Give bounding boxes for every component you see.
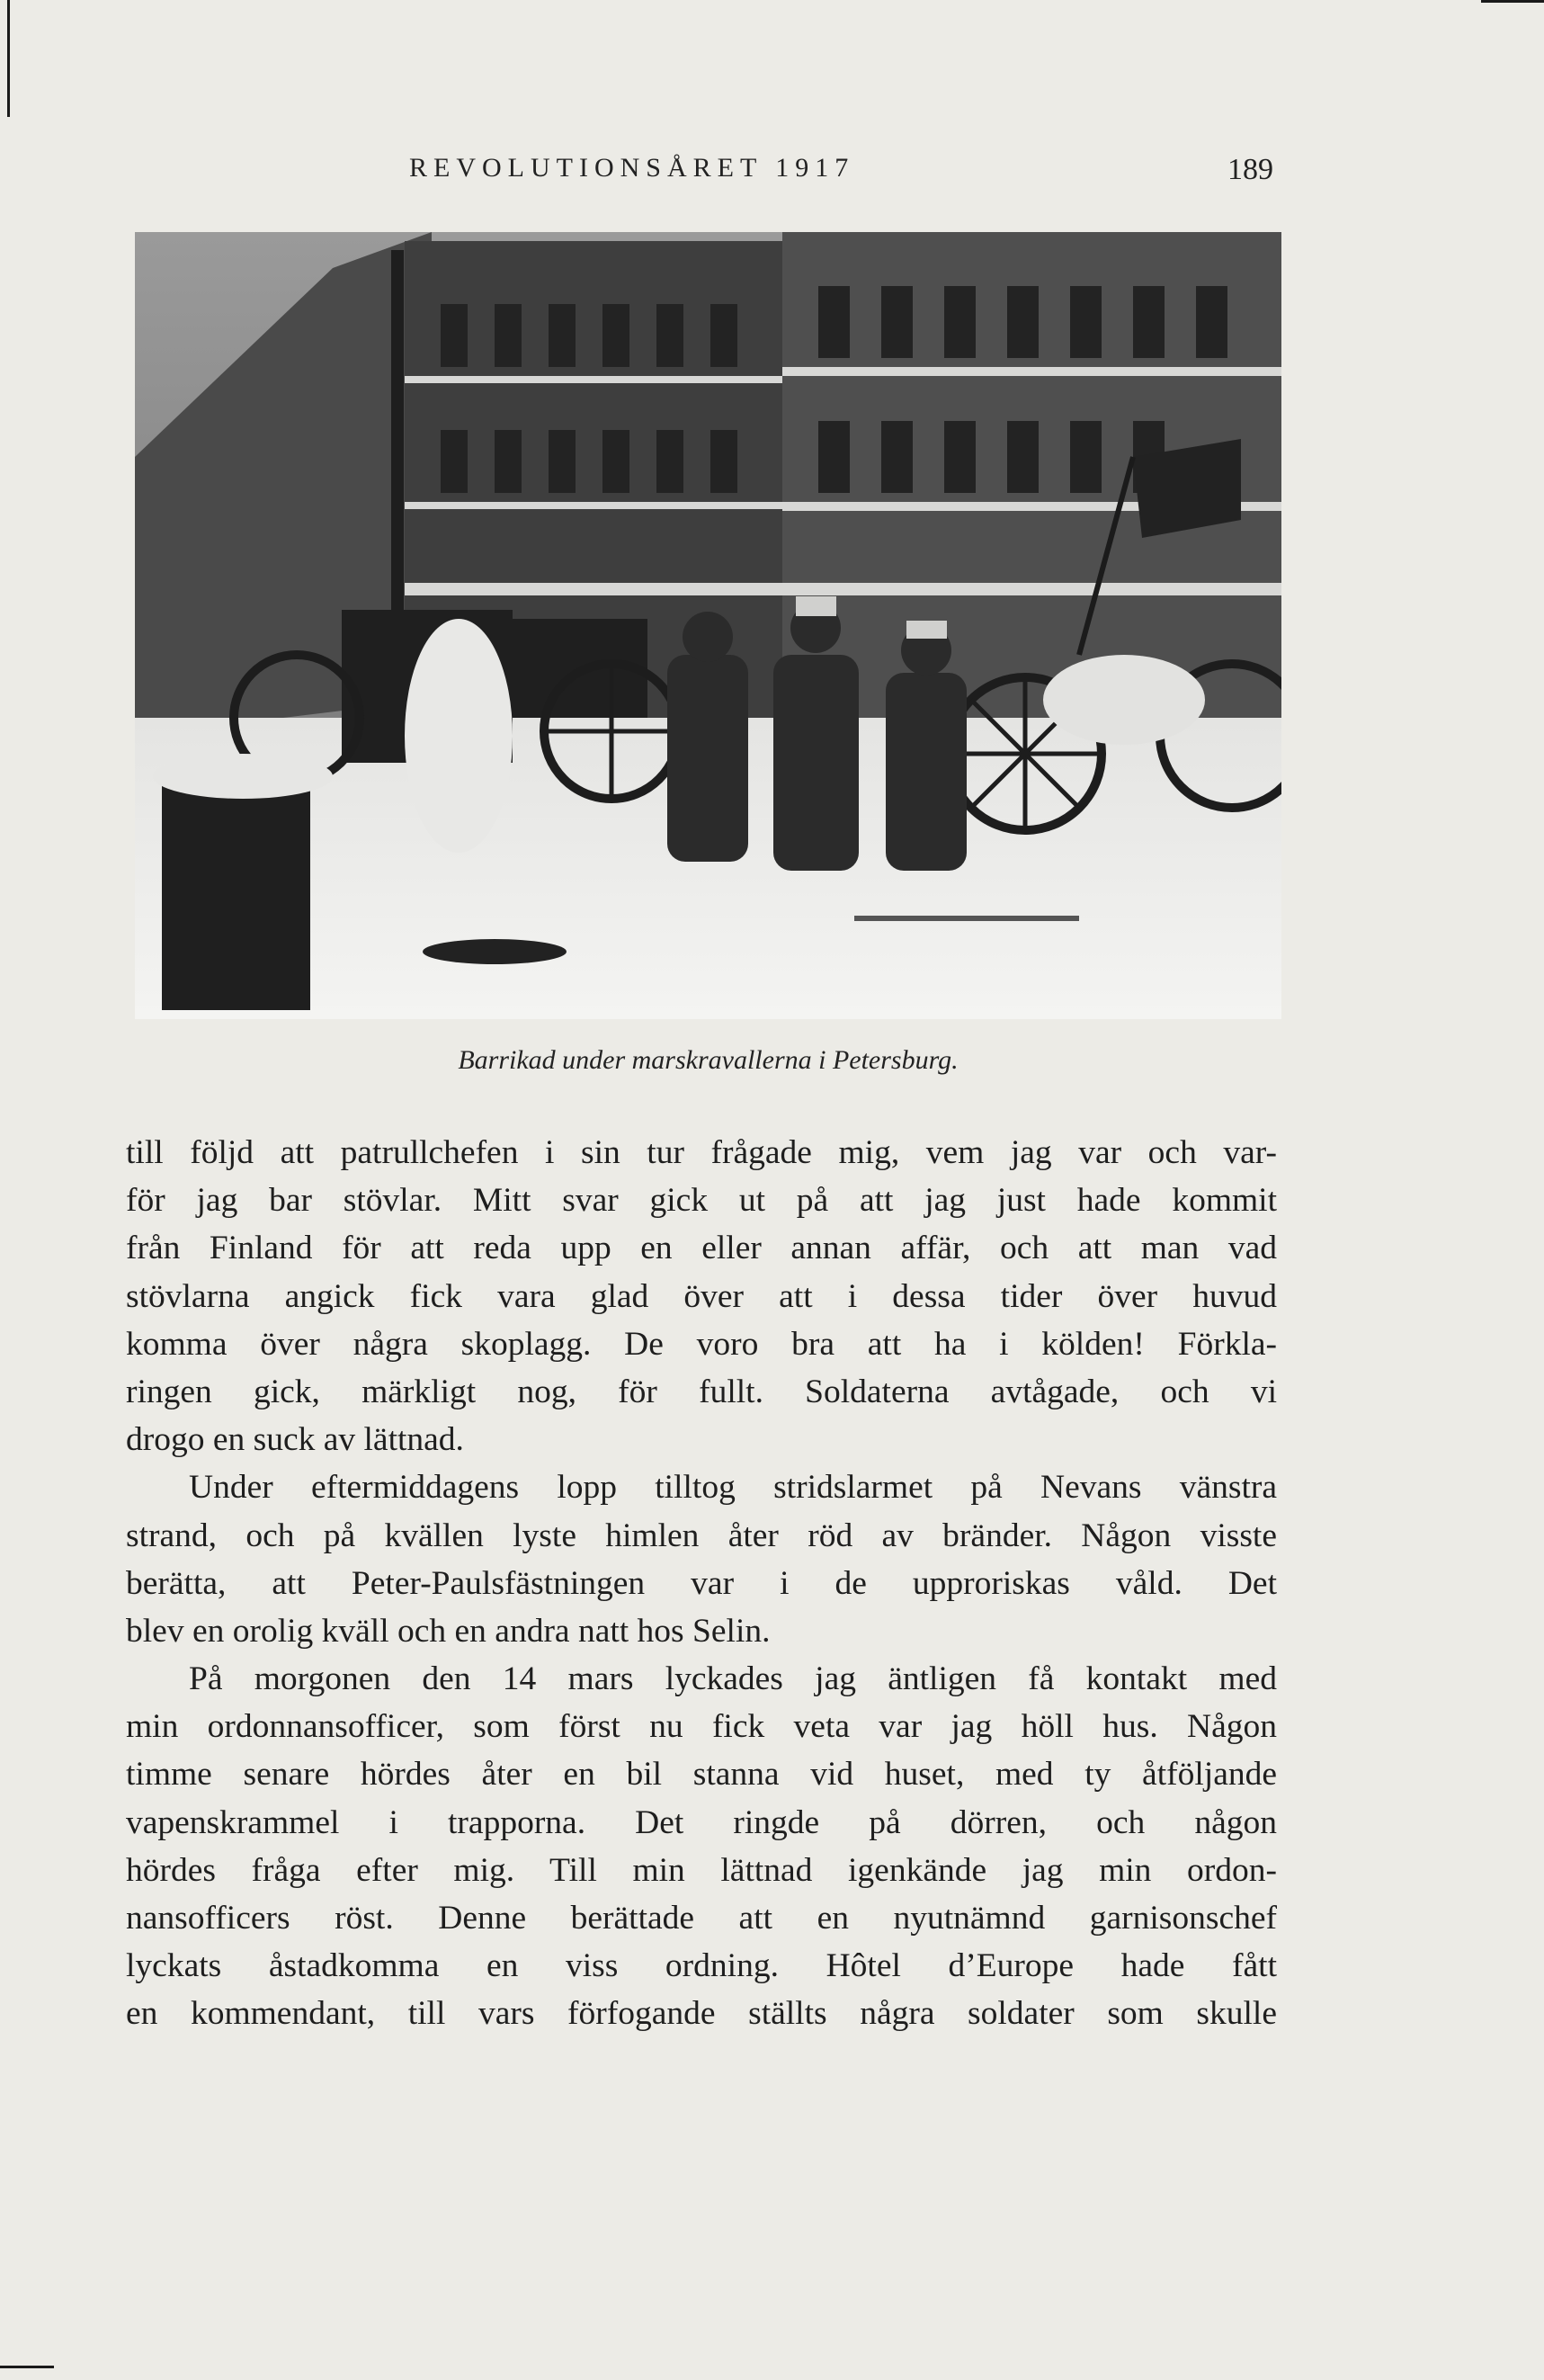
running-title: REVOLUTIONSÅRET 1917: [409, 153, 855, 183]
text-line: till följd att patrullchefen i sin tur frågade mig, vem jag var och var-: [126, 1134, 1277, 1171]
text-line: Under eftermiddagens lopp tilltog stridslarmet på Nevans vänstra: [189, 1469, 1277, 1507]
text-line: blev en orolig kväll och en andra natt hos Selin.: [126, 1612, 771, 1650]
scan-edge-mark: [1481, 0, 1544, 3]
text-line: vapenskrammel i trapporna. Det ringde på dörren, och någon: [126, 1803, 1277, 1841]
text-line: timme senare hördes åter en bil stanna vid huset, med ty åtföljande: [126, 1756, 1277, 1794]
text-line: På morgonen den 14 mars lyckades jag äntligen få kontakt med: [189, 1660, 1277, 1698]
text-line: för jag bar stövlar. Mitt svar gick ut på att jag just hade kommit: [126, 1182, 1277, 1220]
text-line: lyckats åstadkomma en viss ordning. Hôtel d’Europe hade fått: [126, 1947, 1277, 1985]
text-line: drogo en suck av lättnad.: [126, 1421, 464, 1459]
text-line: nansofficers röst. Denne berättade att en nyutnämnd garnisonschef: [126, 1900, 1277, 1937]
text-line: stövlarna angick fick vara glad över att i dessa tider över huvud: [126, 1277, 1277, 1315]
scan-edge-mark: [0, 2366, 54, 2368]
photo-barricade-icon: [135, 232, 1281, 1019]
page-number: 189: [1227, 153, 1273, 186]
figure-caption: Barrikad under marskravallerna i Petersburg.: [458, 1045, 959, 1075]
barricade-photo: [135, 232, 1281, 1019]
text-line: ringen gick, märkligt nog, för fullt. Soldaterna avtågade, och vi: [126, 1373, 1277, 1410]
text-line: hördes fråga efter mig. Till min lättnad igenkände jag min ordon-: [126, 1851, 1277, 1889]
scan-edge-mark: [7, 0, 10, 117]
text-line: min ordonnansofficer, som först nu fick veta var jag höll hus. Någon: [126, 1708, 1277, 1746]
text-line: komma över några skoplagg. De voro bra att ha i kölden! Förkla-: [126, 1325, 1277, 1363]
text-line: från Finland för att reda upp en eller annan affär, och att man vad: [126, 1230, 1277, 1267]
text-line: strand, och på kvällen lyste himlen åter röd av bränder. Någon visste: [126, 1517, 1277, 1554]
text-line: en kommendant, till vars förfogande ställts några soldater som skulle: [126, 1995, 1277, 2033]
text-line: berätta, att Peter-Paulsfästningen var i de upproriskas våld. Det: [126, 1564, 1277, 1602]
body-text: [126, 1129, 1277, 2038]
